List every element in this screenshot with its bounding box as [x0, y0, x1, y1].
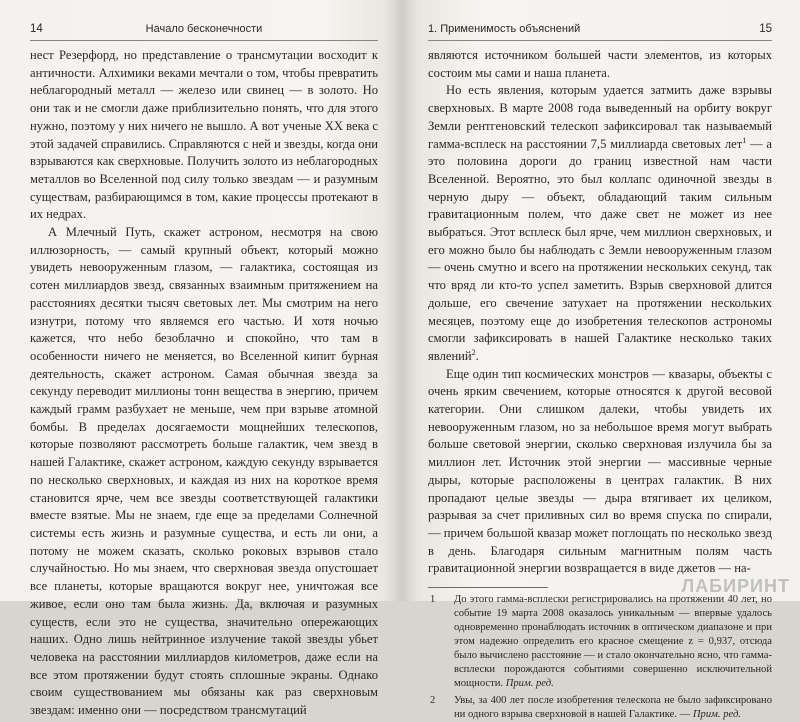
footnote-text: Увы, за 400 лет после изобретения телескопа не было зафиксировано ни одного взрыва сверхновой в нашей Галактике. — [454, 695, 772, 721]
footnote [428, 694, 772, 722]
left-page-number: 14 [30, 23, 43, 35]
right-paragraph: являются источником большей части элементов, из которых состоим мы сами и наша планета. [428, 48, 772, 80]
footnote-marker: 2 [471, 347, 476, 357]
right-paragraph: Еще один тип космических монстров — квазары, объекты с очень ярким свечением, которые относятся к другой весовой категории. Они слишком далеки, чтобы увидеть их невооруженным глазом, но за небольшое время могут выбрать больше световой энергии, сколько сверхновая излучила бы за миллион лет. Источник этой энергии — массивные черные дыры, которые расположены в центрах галактик. В них пропадают целые звезды — дыра втягивает их целиком, разрывая за счет приливных сил во время спуска по спирали, — причем большой квазар может поглощать по несколько звезд в день. Благодаря сильным магнитным полям часть гравитационной энергии возвращается в виде джетов — на- [428, 366, 772, 576]
right-page-number: 15 [759, 23, 772, 35]
right-paragraph [428, 82, 772, 365]
footnote-number: 1 [430, 594, 436, 606]
footnote-rule [428, 587, 548, 588]
watermark: ЛАБИРИНТ [681, 576, 790, 596]
left-body-text [30, 47, 378, 720]
footnote-marker: 1 [742, 135, 747, 145]
footnotes [428, 593, 772, 722]
left-paragraph: нест Резерфорд, но представление о трансмутации восходит к античности. Алхимики веками мечтали о том, чтобы превратить неблагородный металл — железо или свинец — в золото. Но они так и не смогли даже приблизительно понять, что для этого нужно, поэтому у них ничего не вышло. А вот ученые XX века с этой задачей справились. Справляются с ней и звезды, когда они взрываются как сверхновые. Получить золото из неблагородных металлов во Вселенной под силу только звездам — и разумным существам, разбирающимся в том, какие процессы протекают в их недрах. [30, 48, 378, 222]
footnote-number: 2 [430, 695, 436, 707]
left-running-head [30, 22, 378, 41]
right-page [402, 0, 800, 721]
left-page [0, 0, 402, 718]
left-running-title: Начало бесконечности [145, 23, 263, 35]
right-running-title: 1. Применимость объяснений [428, 23, 581, 35]
footnote [428, 593, 772, 691]
right-running-head [428, 22, 772, 41]
footnote-note: Прим. ред. [505, 678, 554, 690]
left-paragraph: А Млечный Путь, скажет астроном, несмотря на свою иллюзорность, — самый крупный объект, который можно увидеть невооруженным глазом, — галактика, состоящая из сотен миллиардов звезд, связанных взаимным притяжением на расстояниях десятки тысяч световых лет. Мы смотрим на него изнутри, потому что являемся его частью. И хотя ночью кажется, что небо безоблачно и спокойно, что там в особенности ничего не меняется, во Вселенной кипит бурная деятельность, скажет астроном. Самая обычная звезда за секунду переводит миллионы тонн вещества в энергию, причем каждый грамм разбухает не меньше, чем при взрыве атомной бомбы. В пределах досягаемости мощнейших телескопов, которые позволяют рассмотреть больше галактик, чем звезд в нашей Галактике, скажет астроном, каждую секунду взрывается по несколько сверхновых, и каждая из них на короткое время становится ярче, чем все звезды соответствующей галактики вместе взятые. Мы не знаем, где еще за пределами Солнечной системы есть жизнь и разумные существа, и есть ли они, а потому не можем сказать, сколько роковых взрывов стало случайностью. Но мы знаем, что сверхновая звезда опустошает все планеты, которые вращаются вокруг нее, уничтожая все живое, если оно там была жизнь. Да, включая и разумных существ, если это не существа, значительно опережающих наших. Одно лишь нейтринное излучение такой звезды убьет человека на расстоянии миллиардов километров, даже если на все этом протяжении будут стоять сплошные экраны. Однако своим существованием мы обязаны как раз сверхновым звездам: именно они — посредством трансмутаций [30, 225, 378, 718]
paragraph-text: . [475, 348, 479, 363]
right-body-text [428, 47, 772, 578]
paragraph-text: — а это половина дороги до границ известной нам части Вселенной. Вероятно, это был коллапс одиночной звезды в черную дыру — объект, обладающий таким сильным гравитационным полем, что даже свет не может из нее выбраться. Этот всплеск был ярче, чем миллион сверхновых, и его можно было бы наблюдать с Земли невооруженным глазом — очень смутно и всего на протяжении нескольких секунд, так что вряд ли кто-то успел заметить. Взрыв сверхновой длится дольше, его свечение затухает на протяжении нескольких месяцев, поэтому еще до изобретения телескопов астрономы смогли зафиксировать в нашей Галактике несколько таких явлений [428, 136, 772, 363]
footnote-note: Прим. ред. [692, 709, 741, 721]
footnote-text: До этого гамма-всплески регистрировались на протяжении 40 лет, но событие 19 марта 2008 оказалось уникальным — впервые удалось одновременно пронаблюдать источник в оптическом диапазоне и при этом надежно определить его красное смещение z = 0,937, отсюда было вычислено расстояние — и стало окончательно ясно, что гамма-всплески порождаются событиями совершенно исключительной мощности. [454, 594, 772, 690]
paragraph-text: Но есть явления, которым удается затмить даже взрывы сверхновых. В марте 2008 года выведенный на орбиту вокруг Земли рентгеновский телескоп зафиксировал так называемый гамма-всплеск на расстоянии 7,5 миллиарда световых лет [428, 83, 772, 151]
